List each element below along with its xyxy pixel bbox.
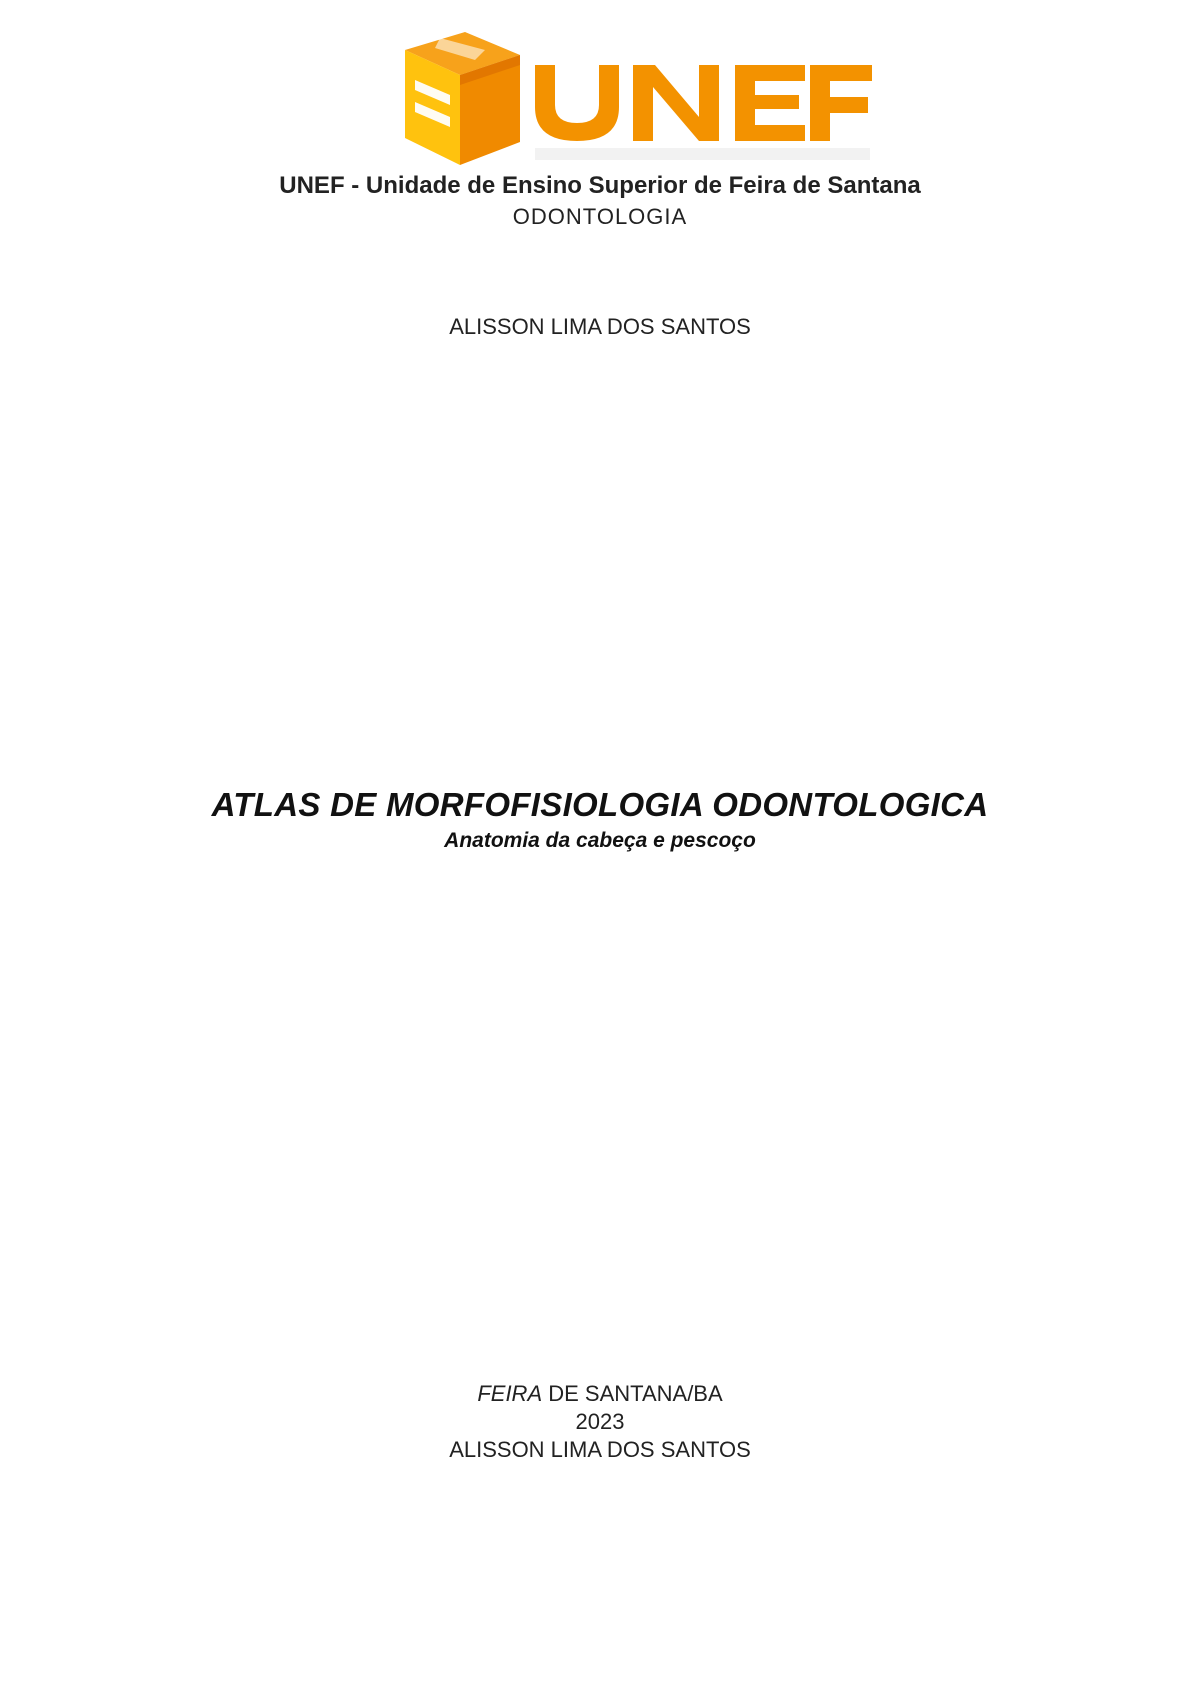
document-year: 2023 (575, 1409, 625, 1434)
institution-name: UNEF - Unidade de Ensino Superior de Feira de Santana (279, 172, 921, 199)
cube-logo-icon (405, 32, 520, 165)
document-title: ATLAS DE MORFOFISIOLOGIA ODONTOLOGICA (211, 786, 989, 823)
author-name-top: ALISSON LIMA DOS SANTOS (449, 314, 751, 339)
unef-wordmark (535, 65, 872, 141)
city-name-italic: FEIRA (477, 1381, 543, 1406)
course-name: ODONTOLOGIA (512, 204, 688, 229)
city-location (0, 1381, 1200, 1407)
author-name-bottom: ALISSON LIMA DOS SANTOS (449, 1437, 751, 1462)
document-subtitle: Anatomia da cabeça e pescoço (444, 829, 756, 852)
unef-logo (395, 30, 875, 170)
city-name-rest: DE SANTANA/BA (542, 1381, 723, 1406)
